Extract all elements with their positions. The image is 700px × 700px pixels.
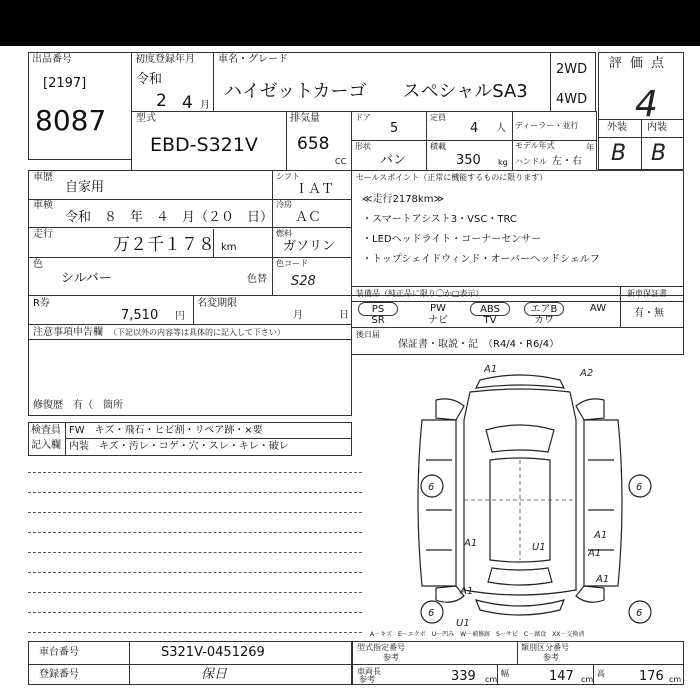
damage-mark <box>455 629 469 630</box>
load-value: 350 <box>456 153 481 168</box>
length-value: 339 <box>451 669 476 684</box>
color-label: 色 <box>33 259 43 270</box>
type-no-label: 型式指定番号 <box>357 643 405 652</box>
after-label: 後日届 <box>356 330 380 339</box>
plate-label: 登録番号 <box>39 669 79 680</box>
type-no-ref: 参考 <box>383 653 399 662</box>
shift-label: シフト <box>276 172 300 181</box>
damage-mark: A1 <box>588 548 602 559</box>
height-label: 高 <box>597 669 605 678</box>
spec-box <box>351 111 597 171</box>
equip-navi: ナビ <box>428 315 448 326</box>
exterior-label: 外装 <box>607 122 627 133</box>
info-box <box>28 170 273 296</box>
warranty-value: 有・無 <box>634 308 664 319</box>
color-value: シルバー <box>61 271 112 286</box>
model-value: EBD-S321V <box>150 134 258 156</box>
category-no-ref: 参考 <box>543 653 559 662</box>
ac-value: ＡＣ <box>295 210 322 225</box>
sales-item: ・トップシェイドウィンド・オーバーヘッドシェルフ <box>362 254 600 265</box>
equip-abs: ABS <box>470 302 510 316</box>
equip-aw: AW <box>589 303 607 314</box>
height-value: 176 <box>639 669 664 684</box>
recycle-label: R券 <box>33 298 50 309</box>
width-value: 147 <box>549 669 574 684</box>
width-label: 幅 <box>501 669 509 678</box>
inspector-interior: 内装 キズ・汚レ・コゲ・穴・スレ・キレ・破レ <box>69 441 289 452</box>
warranty-label: 新車保証書 <box>627 289 667 298</box>
drive-box <box>550 52 596 112</box>
shape-value: バン <box>380 153 407 168</box>
damage-mark: A1 <box>460 586 474 597</box>
damage-mark: A1 <box>594 530 608 541</box>
fuel-label: 燃料 <box>276 229 292 238</box>
load-label: 積載 <box>430 142 446 151</box>
score-box <box>598 52 684 170</box>
handle-label: ハンドル <box>515 157 547 166</box>
length-ref: 参考 <box>359 675 375 684</box>
damage-mark: A2 <box>580 368 594 379</box>
lot-number: 8087 <box>35 104 107 137</box>
score-label: 評価点 <box>609 56 673 71</box>
auction-sheet <box>0 46 700 700</box>
displacement-box <box>286 111 352 171</box>
top-black-bar <box>0 0 700 46</box>
category-label: 車歴 <box>33 172 53 183</box>
lot-label: 出品番号 <box>32 54 72 65</box>
person-unit: 人 <box>496 123 506 134</box>
tire-mark: 6 <box>636 482 643 493</box>
inspection-label: 車検 <box>33 200 53 211</box>
interior-label: 内装 <box>647 122 667 133</box>
doors-label: ドア <box>355 113 371 122</box>
category-value: 自家用 <box>65 180 105 195</box>
lot-box <box>28 52 132 160</box>
kg-unit: kg <box>498 158 508 167</box>
interior-grade: B <box>651 141 667 166</box>
length-unit: cm <box>485 675 498 684</box>
equipment-label: 装備品（純正品に限り〇か□表示） <box>356 289 484 298</box>
inspection-value: 令和 ８ 年 ４ 月（２０ 日） <box>65 210 274 225</box>
drive-4wd: 4WD <box>556 92 588 107</box>
plate-value: 保日 <box>201 667 228 682</box>
ac-label: 冷房 <box>276 200 292 209</box>
equip-tv: TV <box>483 315 497 326</box>
sales-item: ・LEDヘッドライト・コーナーセンサー <box>362 234 542 245</box>
damage-legend: A－キズ E－エクボ U－凹み W－補修跡 S－サビ C－腐食 XX－交換済 <box>370 631 585 638</box>
equip-ps: PS <box>358 302 398 316</box>
height-unit: cm <box>669 675 682 684</box>
drive-2wd: 2WD <box>556 62 588 77</box>
damage-mark: U1 <box>532 542 546 553</box>
caution-label: 注意事項申告欄 <box>33 327 103 338</box>
tire-mark: 6 <box>636 608 643 619</box>
cc-unit: CC <box>335 157 347 166</box>
tire-mark: 6 <box>428 482 435 493</box>
sales-item: ・スマートアシスト3・VSC・TRC <box>362 214 517 225</box>
name-change-label: 名変期限 <box>197 298 237 309</box>
damage-mark: A1 <box>464 538 478 549</box>
first-reg-box <box>131 52 214 112</box>
car-damage-diagram <box>352 360 688 630</box>
km-unit: km <box>221 242 237 253</box>
yen-unit: 円 <box>175 311 185 322</box>
chassis-box <box>28 641 352 685</box>
sales-title: セールスポイント（正常に機能するものに限ります） <box>356 173 548 182</box>
first-reg-label: 初度登録年月 <box>135 54 195 65</box>
model-year-unit: 年 <box>586 143 594 152</box>
lot-sub: [2197] <box>43 76 87 91</box>
car-name-box <box>213 52 551 112</box>
model-label: 型式 <box>136 113 156 124</box>
chassis-value: S321V-0451269 <box>161 645 265 660</box>
damage-mark: A1 <box>484 364 498 375</box>
repair-history: 修復歴 有（ 箇所 <box>33 400 123 411</box>
width-unit: cm <box>581 675 594 684</box>
inspector-label-1: 検査員 <box>31 425 61 436</box>
fuel-value: ガソリン <box>283 239 336 254</box>
color-change-label: 色替 <box>247 274 267 285</box>
exterior-grade: B <box>611 141 627 166</box>
capacity-label: 定員 <box>430 113 446 122</box>
tire-mark: 6 <box>428 608 435 619</box>
sales-box <box>351 170 684 296</box>
equip-airbag: エアB <box>524 302 564 316</box>
inspector-label-2: 記入欄 <box>31 440 61 451</box>
reg-year: 2 <box>156 91 167 111</box>
name-change-day: 日 <box>339 310 349 321</box>
car-name-label: 車名・グレード <box>218 54 288 65</box>
equip-sr: SR <box>371 315 385 326</box>
displacement-label: 排気量 <box>290 113 320 124</box>
color-code-value: S28 <box>291 274 316 289</box>
month-unit: 月 <box>200 100 210 111</box>
shape-label: 形状 <box>355 142 371 151</box>
after-value: 保証書・取説・記 （R4/4・R6/4） <box>398 339 560 350</box>
dealer-label: ディーラー・並行 <box>515 121 579 130</box>
reg-month: 4 <box>182 93 193 113</box>
sales-item: ≪走行2178km≫ <box>362 194 444 205</box>
caution-box <box>28 324 352 416</box>
caution-sub: （下記以外の内容等は具体的に記入して下さい） <box>109 328 285 337</box>
after-box <box>351 327 684 355</box>
inspector-box <box>28 422 352 456</box>
dimensions-box <box>352 641 684 685</box>
mileage-value: 万２千１７８ <box>113 235 215 255</box>
shift-value: ＩＡＴ <box>295 182 335 197</box>
equip-pw: PW <box>430 303 446 314</box>
color-code-label: 色コード <box>276 259 308 268</box>
equip-leather: カワ <box>534 315 554 326</box>
handle-value: 左・右 <box>552 156 582 167</box>
capacity-value: 4 <box>470 121 479 136</box>
doors-value: 5 <box>390 121 399 136</box>
damage-mark: A1 <box>596 574 610 585</box>
chassis-label: 車台番号 <box>39 647 79 658</box>
inspector-fw: FW キズ・飛石・ヒビ割・リペア跡・×要 <box>69 425 263 436</box>
mileage-label: 走行 <box>33 229 53 240</box>
car-name: ハイゼットカーゴ スペシャルSA3 <box>224 81 528 102</box>
category-no-label: 類別区分番号 <box>521 643 569 652</box>
displacement-value: 658 <box>297 134 330 154</box>
drivetrain-box <box>272 170 352 296</box>
recycle-value: 7,510 <box>121 308 159 323</box>
score-value: 4 <box>635 84 658 125</box>
model-year-label: モデル年式 <box>515 141 555 150</box>
era: 令和 <box>136 72 163 87</box>
recycle-box <box>28 295 352 325</box>
length-label: 車両長 <box>357 667 381 676</box>
model-box <box>131 111 287 171</box>
damage-mark: U1 <box>456 618 470 629</box>
equipment-box <box>351 286 684 328</box>
name-change-month: 月 <box>293 310 303 321</box>
